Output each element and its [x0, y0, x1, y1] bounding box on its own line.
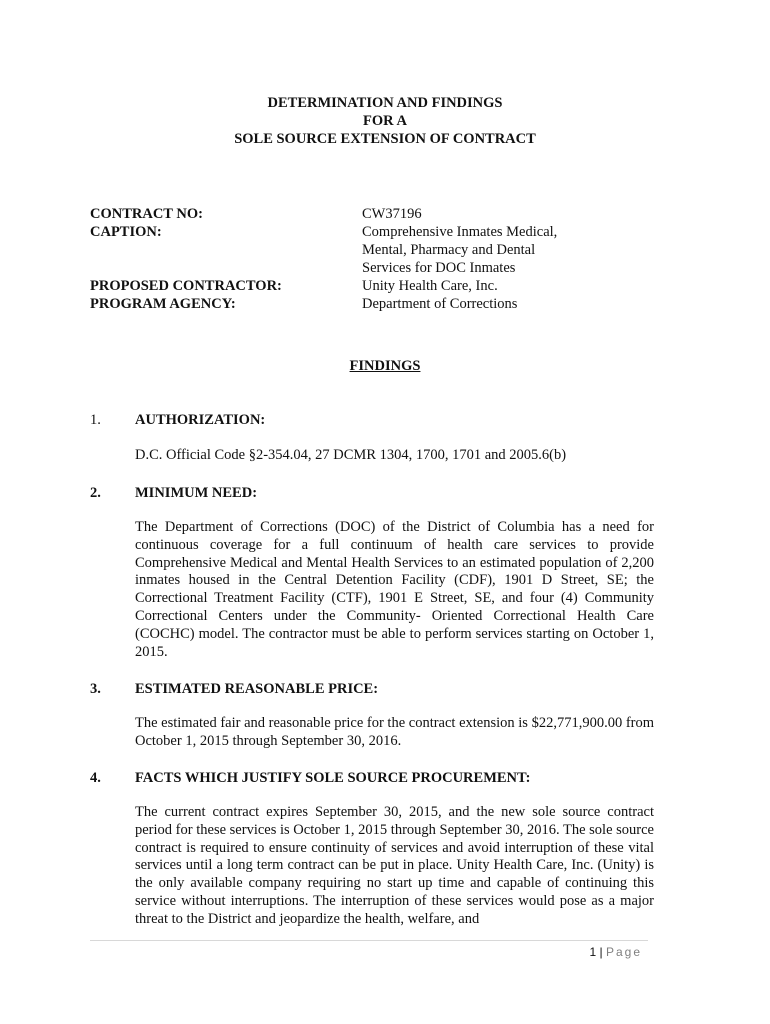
- title-line-1: DETERMINATION AND FINDINGS: [267, 95, 503, 111]
- page-separator: |: [599, 945, 603, 959]
- title-line-2: FOR A: [363, 113, 407, 129]
- program-agency-label: PROGRAM AGENCY:: [90, 296, 236, 312]
- caption-value-line-3: Services for DOC Inmates: [362, 260, 516, 276]
- section-1-number: 1.: [90, 412, 101, 428]
- caption-value-line-1: Comprehensive Inmates Medical,: [362, 224, 558, 240]
- footer-rule: [90, 940, 648, 941]
- section-3-number: 3.: [90, 681, 101, 697]
- contract-no-label: CONTRACT NO:: [90, 206, 203, 222]
- page-label: Page: [605, 945, 642, 959]
- title-line-3: SOLE SOURCE EXTENSION OF CONTRACT: [234, 131, 536, 147]
- proposed-contractor-label: PROPOSED CONTRACTOR:: [90, 278, 282, 294]
- page-footer: [589, 945, 642, 959]
- section-2-body: The Department of Corrections (DOC) of the District of Columbia has a need for continuous coverage for a full continuum of health care services to provide Comprehensive Medical and Mental Health Services to an estimated population of 2,200 inmates housed in the Central Detention Facility (CDF), 1901 D Street, SE; the Correctional Treatment Facility (CTF), 1901 E Street, SE, and four (4) Community Correctional Centers under the Community- Oriented Correctional Health Care (COCHC) model. The contractor must be able to perform services starting on October 1, 2015.: [135, 519, 654, 660]
- section-1-heading: AUTHORIZATION:: [135, 412, 266, 428]
- program-agency-value: Department of Corrections: [362, 296, 518, 312]
- section-2-number: 2.: [90, 485, 101, 501]
- proposed-contractor-value: Unity Health Care, Inc.: [362, 278, 498, 294]
- section-4-body: The current contract expires September 30, 2015, and the new sole source contract period for these services is October 1, 2015 through September 30, 2016. The sole source contract is required to ensure continuity of services and avoid interruption of these vital services until a long term contract can be put in place. Unity Health Care, Inc. (Unity) is the only available company requiring no start up time and capable of continuing this service without interruptions. The interruption of these services would pose as a major threat to the District and jeopardize the health, welfare, and: [135, 804, 654, 927]
- caption-label: CAPTION:: [90, 224, 162, 240]
- section-3-body: The estimated fair and reasonable price for the contract extension is $22,771,900.00 from October 1, 2015 through September 30, 2016.: [135, 715, 655, 749]
- page-number: 1: [589, 945, 597, 959]
- section-1-body: D.C. Official Code §2-354.04, 27 DCMR 1304, 1700, 1701 and 2005.6(b): [135, 447, 567, 463]
- section-2-heading: MINIMUM NEED:: [135, 485, 258, 501]
- contract-no-value: CW37196: [362, 206, 422, 222]
- section-3-heading: ESTIMATED REASONABLE PRICE:: [135, 681, 379, 697]
- section-4-heading: FACTS WHICH JUSTIFY SOLE SOURCE PROCUREMENT:: [135, 770, 531, 786]
- caption-value-line-2: Mental, Pharmacy and Dental: [362, 242, 536, 258]
- findings-heading: FINDINGS: [349, 358, 421, 374]
- section-4-number: 4.: [90, 770, 101, 786]
